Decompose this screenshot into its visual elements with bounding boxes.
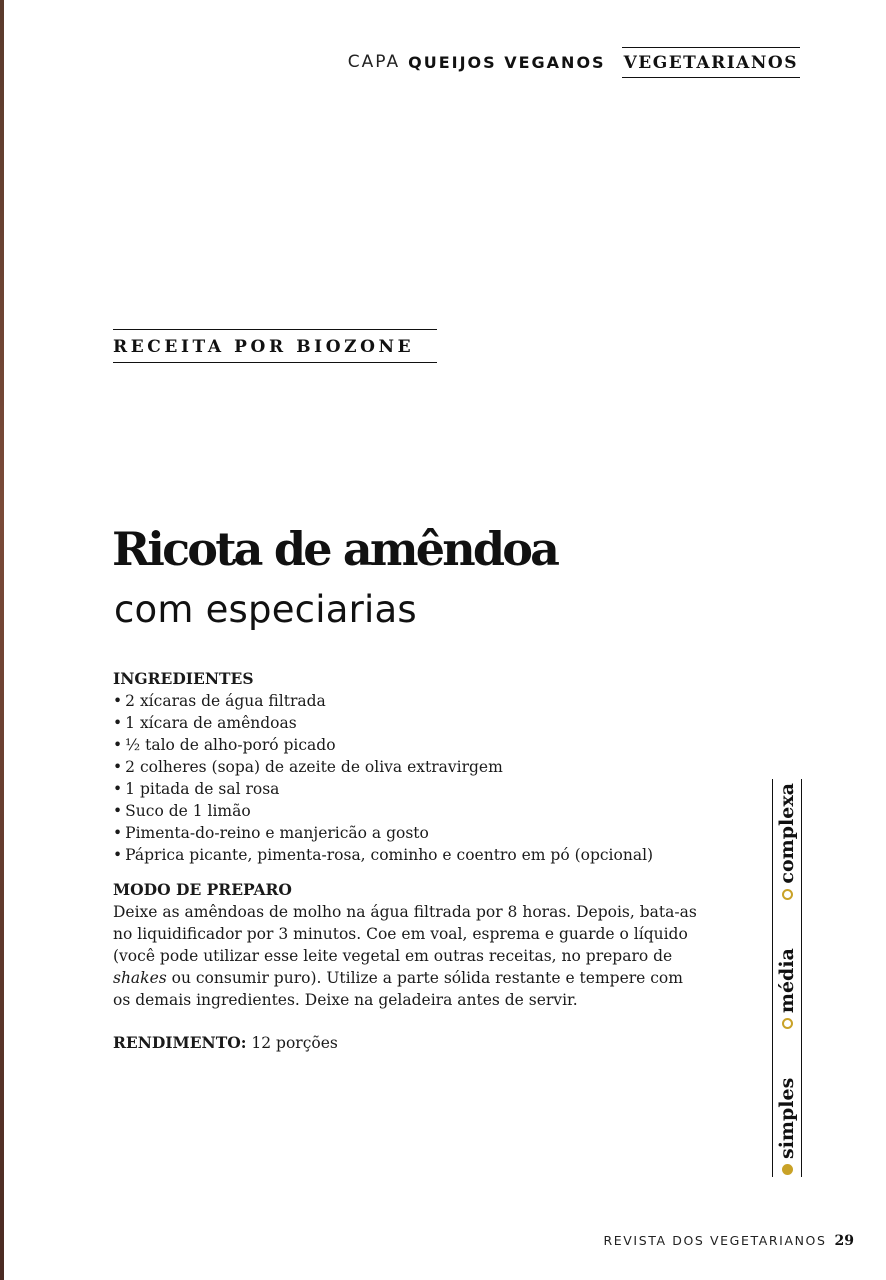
difficulty-level-simples: [776, 1078, 798, 1175]
ingredient-item: • ½ talo de alho-poró picado: [113, 734, 703, 756]
page-spine-edge: [0, 0, 4, 1280]
difficulty-level-media: [776, 948, 798, 1029]
filled-circle-icon: [782, 1164, 793, 1175]
method-heading: MODO DE PREPARO: [113, 880, 292, 899]
ingredients-heading: INGREDIENTES: [113, 669, 254, 688]
header-topic: QUEIJOS VEGANOS: [408, 52, 606, 72]
page-header: [348, 46, 800, 78]
ingredient-item: • 2 colheres (sopa) de azeite de oliva extravirgem: [113, 756, 703, 778]
empty-circle-icon: [782, 889, 793, 900]
yield-value: 12 porções: [251, 1034, 338, 1052]
method-text-italic: shakes: [113, 969, 167, 987]
yield-label: RENDIMENTO:: [113, 1033, 247, 1052]
ingredient-item: • 1 pitada de sal rosa: [113, 778, 703, 800]
header-section: CAPA: [347, 52, 401, 72]
method-text-part2: ou consumir puro). Utilize a parte sólida restante e tempere com os demais ingredientes. Deixe na geladeira antes de servir.: [113, 969, 683, 1009]
ingredient-item: • Pimenta-do-reino e manjericão a gosto: [113, 822, 703, 844]
ingredients-list: [113, 690, 703, 866]
recipe-subtitle: com especiarias: [114, 588, 417, 631]
page-footer: [604, 1233, 855, 1249]
yield-line: [113, 1032, 703, 1054]
ingredient-item: • 1 xícara de amêndoas: [113, 712, 703, 734]
method-text: [113, 901, 703, 1011]
difficulty-label: simples: [776, 1077, 798, 1159]
ingredient-item: • Suco de 1 limão: [113, 800, 703, 822]
header-brand: VEGETARIANOS: [622, 47, 800, 78]
recipe-content: [113, 668, 703, 1054]
ingredient-item: • 2 xícaras de água filtrada: [113, 690, 703, 712]
difficulty-scale: [772, 779, 802, 1177]
recipe-credit: RECEITA POR BIOZONE: [113, 329, 437, 363]
difficulty-label: média: [776, 948, 798, 1014]
recipe-title: Ricota de amêndoa: [112, 522, 558, 576]
method-text-part1: Deixe as amêndoas de molho na água filtrada por 8 horas. Depois, bata-as no liquidificador por 3 minutos. Coe em voal, esprema e guarde o líquido (você pode utilizar esse leite vegetal em outras receitas, no preparo de: [113, 903, 697, 965]
empty-circle-icon: [782, 1018, 793, 1029]
page-number: 29: [834, 1233, 854, 1249]
footer-magazine-name: REVISTA DOS VEGETARIANOS: [603, 1233, 827, 1248]
difficulty-level-complexa: [776, 783, 798, 900]
ingredient-item: • Páprica picante, pimenta-rosa, cominho e coentro em pó (opcional): [113, 844, 703, 866]
difficulty-label: complexa: [776, 783, 798, 884]
